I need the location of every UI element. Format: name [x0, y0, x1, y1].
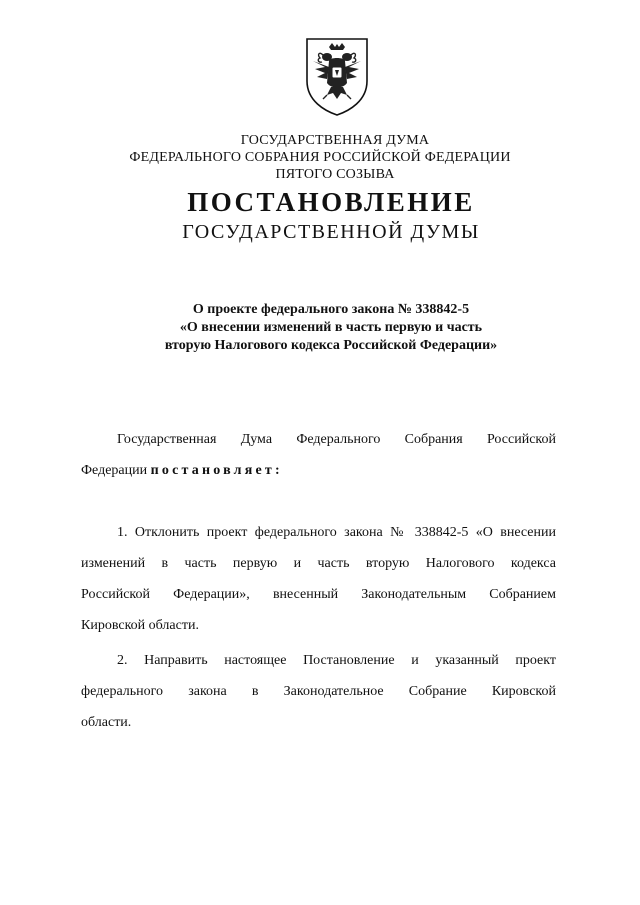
title-sub: ГОСУДАРСТВЕННОЙ ДУМЫ — [182, 221, 480, 243]
item-2-paragraph — [81, 645, 556, 738]
item-1-line-3: Российской Федерации», внесенный Законодательным Собранием — [81, 587, 556, 602]
preamble-resolves-word: постановляет: — [150, 463, 283, 478]
preamble-line-2-start: Федерации — [81, 463, 148, 478]
document-subject — [0, 301, 640, 355]
header-line-assembly: ФЕДЕРАЛЬНОГО СОБРАНИЯ РОССИЙСКОЙ ФЕДЕРАЦИИ — [129, 150, 511, 165]
header-line-convocation: ПЯТОГО СОЗЫВА — [275, 167, 395, 182]
item-2-line-2: федерального закона в Законодательное Собрание Кировской — [81, 684, 556, 699]
document-title — [0, 186, 640, 244]
title-main: ПОСТАНОВЛЕНИЕ — [187, 187, 475, 217]
item-1-paragraph — [81, 517, 556, 641]
preamble-line-1: Государственная Дума Федерального Собрания Российской — [117, 432, 556, 447]
double-headed-eagle-icon — [305, 37, 369, 117]
header-line-duma: ГОСУДАРСТВЕННАЯ ДУМА — [240, 133, 430, 148]
item-1-line-1: 1. Отклонить проект федерального закона № 338842-5 «О внесении — [117, 525, 556, 540]
coat-of-arms-emblem — [305, 37, 369, 117]
subject-line-3: вторую Налогового кодекса Российской Федерации» — [164, 338, 498, 353]
item-1-line-2: изменений в часть первую и часть вторую Налогового кодекса — [81, 556, 556, 571]
item-1-line-4: Кировской области. — [81, 618, 199, 633]
preamble-paragraph — [81, 424, 556, 486]
subject-line-1: О проекте федерального закона № 338842-5 — [192, 302, 470, 317]
item-2-line-3: области. — [81, 715, 132, 730]
preamble-line-2 — [81, 455, 556, 486]
issuer-header — [0, 132, 640, 183]
item-2-line-1: 2. Направить настоящее Постановление и указанный проект — [117, 653, 556, 668]
subject-line-2: «О внесении изменений в часть первую и часть — [179, 320, 483, 335]
